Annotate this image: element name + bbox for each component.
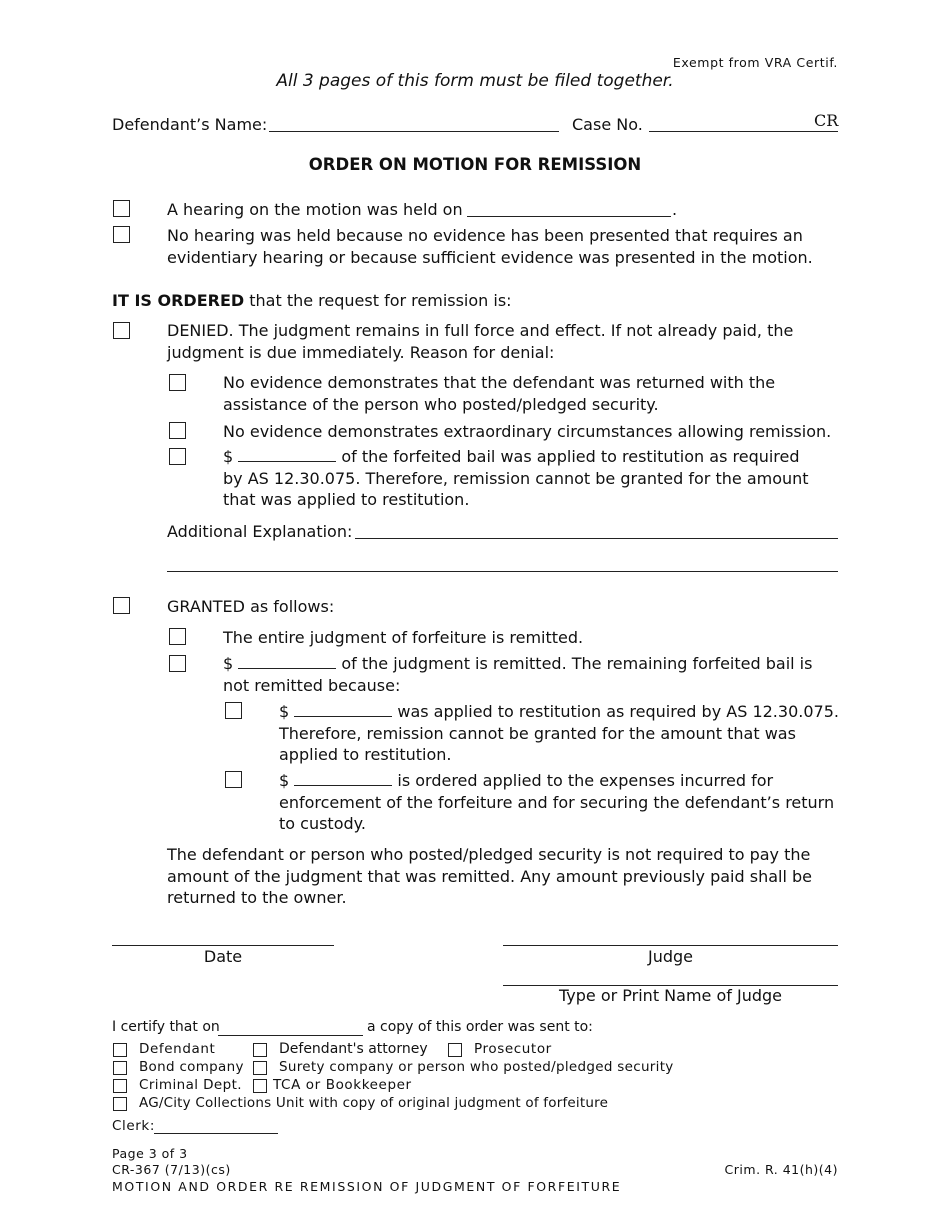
granted-sub-2-text bbox=[279, 770, 839, 835]
hearing-held-checkbox[interactable] bbox=[113, 200, 130, 217]
cert-defendant-label: Defendant bbox=[139, 1041, 216, 1057]
dollar-sign: $ bbox=[279, 771, 290, 790]
cert-criminal-checkbox[interactable] bbox=[113, 1079, 127, 1093]
cert-surety-checkbox[interactable] bbox=[253, 1061, 267, 1075]
granted-option-2-checkbox[interactable] bbox=[169, 655, 186, 672]
cert-prosecutor-checkbox[interactable] bbox=[448, 1043, 462, 1057]
granted-checkbox[interactable] bbox=[113, 597, 130, 614]
judge-label: Judge bbox=[647, 947, 693, 966]
cert-surety-label: Surety company or person who posted/pledged security bbox=[279, 1059, 674, 1075]
granted-option-1-text: The entire judgment of forfeiture is remitted. bbox=[223, 628, 584, 647]
cert-attorney-checkbox[interactable] bbox=[253, 1043, 267, 1057]
granted-sub-2-checkbox[interactable] bbox=[225, 771, 242, 788]
denied-checkbox[interactable] bbox=[113, 322, 130, 339]
cert-tca-checkbox[interactable] bbox=[253, 1079, 267, 1093]
hearing-held-period: . bbox=[672, 200, 678, 219]
granted-option-2-rest: of the judgment is remitted. The remaining forfeited bail is not remitted because: bbox=[223, 654, 813, 695]
certify-suffix: a copy of this order was sent to: bbox=[367, 1019, 593, 1035]
expenses-amount-field[interactable] bbox=[294, 771, 392, 786]
hearing-held-text: A hearing on the motion was held on bbox=[167, 200, 463, 219]
dollar-sign: $ bbox=[223, 447, 234, 466]
granted-sub-1-rest: was applied to restitution as required by AS 12.30.075. Therefore, remission cannot be granted for the amount that was applied to restitution. bbox=[279, 702, 839, 764]
clerk-field[interactable] bbox=[154, 1133, 278, 1134]
defendant-name-label: Defendant’s Name: bbox=[112, 115, 268, 134]
case-number-field[interactable] bbox=[649, 131, 838, 132]
denial-reason-3-text bbox=[223, 446, 823, 511]
cert-bond-label: Bond company bbox=[139, 1059, 244, 1075]
judge-name-label: Type or Print Name of Judge bbox=[559, 986, 782, 1005]
dollar-sign: $ bbox=[223, 654, 234, 673]
defendant-name-field[interactable] bbox=[269, 131, 559, 132]
cert-tca-label: TCA or Bookkeeper bbox=[273, 1077, 412, 1093]
sub-restitution-amount-field[interactable] bbox=[294, 702, 392, 717]
cert-defendant-checkbox[interactable] bbox=[113, 1043, 127, 1057]
granted-closing-text: The defendant or person who posted/pledged security is not required to pay the amount of the judgment that was remitted. Any amount previously paid shall be returned to the owner. bbox=[167, 845, 812, 907]
denial-reason-1-checkbox[interactable] bbox=[169, 374, 186, 391]
case-number-label: Case No. bbox=[572, 115, 643, 134]
cert-prosecutor-label: Prosecutor bbox=[474, 1041, 552, 1057]
footer-form-number: CR-367 (7/13)(cs) bbox=[112, 1162, 231, 1177]
denial-reason-1-text: No evidence demonstrates that the defendant was returned with the assistance of the person who posted/pledged security. bbox=[223, 373, 776, 414]
no-hearing-checkbox[interactable] bbox=[113, 226, 130, 243]
hearing-date-field[interactable] bbox=[467, 216, 671, 217]
additional-explanation-label: Additional Explanation: bbox=[167, 522, 353, 541]
additional-explanation-field[interactable] bbox=[355, 538, 838, 539]
ordered-bold: IT IS ORDERED bbox=[112, 291, 245, 310]
restitution-amount-field[interactable] bbox=[238, 447, 336, 462]
footer-rule: Crim. R. 41(h)(4) bbox=[724, 1162, 838, 1177]
ordered-statement bbox=[112, 290, 512, 312]
additional-explanation-line-2[interactable] bbox=[167, 571, 838, 572]
denial-reason-3-checkbox[interactable] bbox=[169, 448, 186, 465]
date-label: Date bbox=[203, 947, 243, 966]
granted-option-2-text bbox=[223, 653, 823, 696]
no-hearing-text: No hearing was held because no evidence has been presented that requires an evidentiary hearing or because sufficient evidence was presented in the motion. bbox=[167, 226, 813, 267]
case-prefix: CR bbox=[814, 111, 839, 130]
denial-reason-2-checkbox[interactable] bbox=[169, 422, 186, 439]
denial-reason-3-rest: of the forfeited bail was applied to restitution as required by AS 12.30.075. Therefore, remission cannot be granted for the amount that was applied to restitution. bbox=[223, 447, 809, 509]
granted-sub-1-checkbox[interactable] bbox=[225, 702, 242, 719]
footer-form-title: MOTION AND ORDER RE REMISSION OF JUDGMENT OF FORFEITURE bbox=[112, 1179, 622, 1194]
granted-text: GRANTED as follows: bbox=[167, 597, 335, 616]
dollar-sign: $ bbox=[279, 702, 290, 721]
cert-criminal-label: Criminal Dept. bbox=[139, 1077, 242, 1093]
footer-page: Page 3 of 3 bbox=[112, 1146, 188, 1161]
cert-ag-checkbox[interactable] bbox=[113, 1097, 127, 1111]
page-title: ORDER ON MOTION FOR REMISSION bbox=[308, 155, 642, 174]
cert-bond-checkbox[interactable] bbox=[113, 1061, 127, 1075]
certify-prefix: I certify that on bbox=[112, 1019, 220, 1035]
remitted-amount-field[interactable] bbox=[238, 654, 336, 669]
exempt-note: Exempt from VRA Certif. bbox=[672, 55, 838, 70]
granted-option-1-checkbox[interactable] bbox=[169, 628, 186, 645]
clerk-label: Clerk: bbox=[112, 1118, 155, 1134]
granted-sub-2-rest: is ordered applied to the expenses incurred for enforcement of the forfeiture and for securing the defendant’s return to custody. bbox=[279, 771, 835, 833]
ordered-rest: that the request for remission is: bbox=[244, 291, 512, 310]
denial-reason-2-text: No evidence demonstrates extraordinary circumstances allowing remission. bbox=[223, 422, 832, 441]
filing-note: All 3 pages of this form must be filed together. bbox=[276, 71, 674, 91]
cert-ag-label: AG/City Collections Unit with copy of original judgment of forfeiture bbox=[139, 1095, 609, 1111]
denied-text: DENIED. The judgment remains in full force and effect. If not already paid, the judgment is due immediately. Reason for denial: bbox=[167, 321, 794, 362]
granted-sub-1-text bbox=[279, 701, 839, 766]
certify-date-field[interactable] bbox=[218, 1035, 363, 1036]
cert-attorney-label: Defendant's attorney bbox=[279, 1041, 428, 1057]
